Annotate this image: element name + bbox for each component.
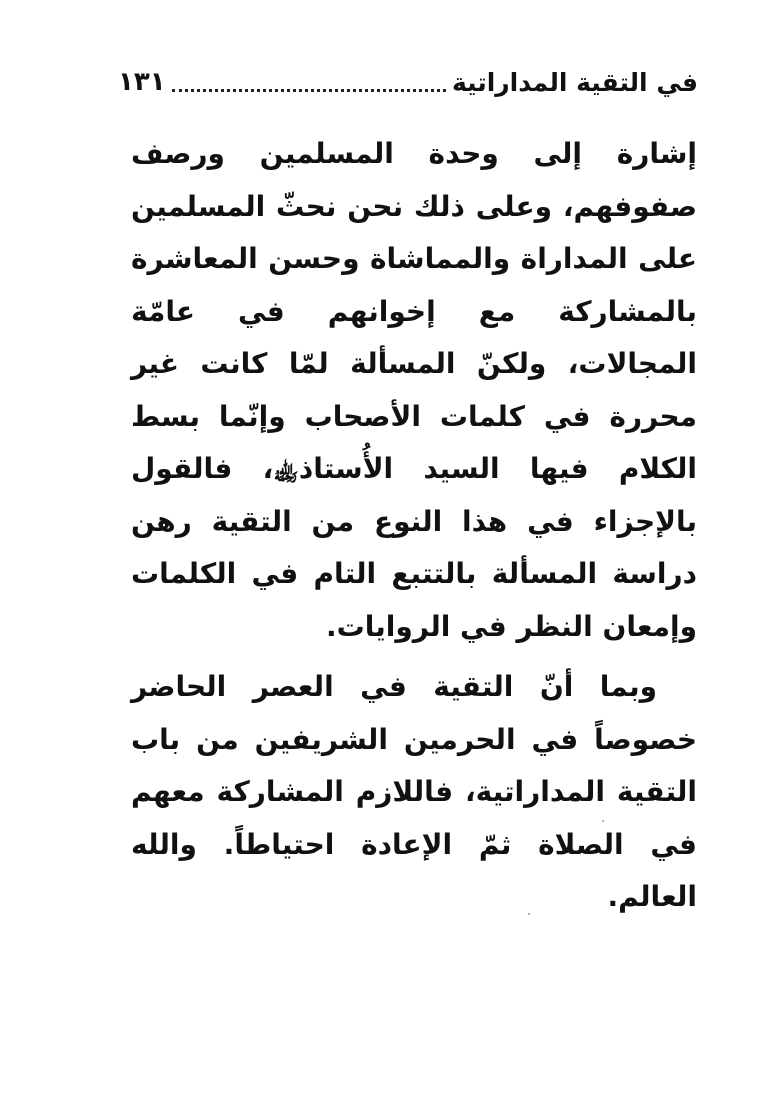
paragraph: إشارة إلى وحدة المسلمين ورصف صفوفهم، وعلى ذلك نحن نحثّ المسلمين على المداراة والمماشاة وحسن المعاشرة بالمشاركة مع إخوانهم في عامّة المجالات، ولكنّ المسألة لمّا كانت غير محررة في كلمات الأصحاب وإنّما بسط الكلام فيها السيد الأُستاذ﵀، فالقول بالإجزاء في هذا النوع من التقية رهن دراسة المسألة بالتتبع التام في الكلمات وإمعان النظر في الروايات. xyxy=(131,137,697,643)
scan-speck xyxy=(528,913,530,915)
running-header xyxy=(118,58,698,106)
body-text xyxy=(131,128,697,924)
page-number: ١٣١ xyxy=(118,67,166,97)
header-dot-leader xyxy=(172,89,446,92)
scan-speck xyxy=(602,820,604,822)
paragraph: وبما أنّ التقية في العصر الحاضر خصوصاً في الحرمين الشريفين من باب التقية المداراتية، فاللازم المشاركة معهم في الصلاة ثمّ الإعادة احتياطاً. والله العالم. xyxy=(131,670,697,913)
header-title: في التقية المداراتية xyxy=(451,67,698,97)
